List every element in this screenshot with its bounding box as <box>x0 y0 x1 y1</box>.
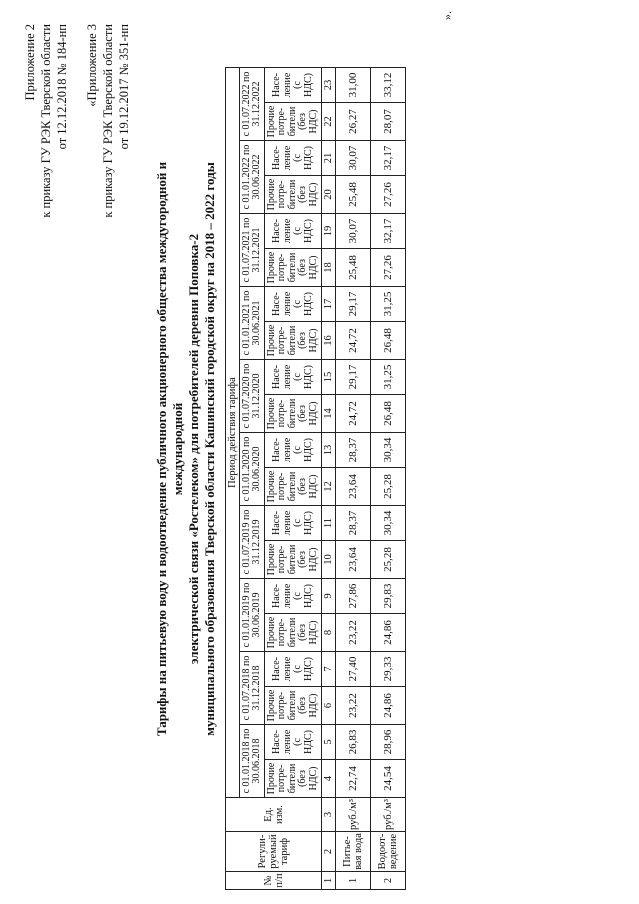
column-number: 2 <box>322 832 336 872</box>
tariff-value: 26,27 <box>336 103 371 141</box>
period-range: с 01.07.2020 по 31.12.2020 <box>240 360 265 433</box>
other-consumers-header: Прочие потре-бители (без НДС) <box>265 322 322 360</box>
tariff-value: 24,72 <box>336 322 371 360</box>
tariff-value: 28,07 <box>371 103 406 141</box>
tariff-value: 30,34 <box>371 506 406 541</box>
tariff-value: 33,12 <box>371 68 406 103</box>
population-header: Насе-ление (с НДС) <box>265 506 322 541</box>
column-number: 18 <box>322 249 336 287</box>
column-number: 21 <box>322 141 336 176</box>
population-header: Насе-ление (с НДС) <box>265 579 322 614</box>
other-consumers-header: Прочие потре-бители (без НДС) <box>265 760 322 798</box>
tariff-value: 29,17 <box>336 360 371 395</box>
tariff-value: 29,83 <box>371 579 406 614</box>
appendix-2-line: от 12.12.2018 № 184-нп <box>55 24 69 150</box>
population-header: Насе-ление (с НДС) <box>265 68 322 103</box>
column-number: 12 <box>322 468 336 506</box>
tariff-value: 28,37 <box>336 433 371 468</box>
other-consumers-header: Прочие потре-бители (без НДС) <box>265 103 322 141</box>
row-number: 2 <box>371 872 406 890</box>
population-header: Насе-ление (с НДС) <box>265 287 322 322</box>
table-row <box>371 68 406 890</box>
tariff-name: Питье-вая вода <box>336 832 371 872</box>
column-number: 17 <box>322 287 336 322</box>
title-line: Тарифы на питьевую воду и водоотведение публичного акционерного общества междугородной и международной <box>154 161 185 737</box>
other-consumers-header: Прочие потре-бители (без НДС) <box>265 541 322 579</box>
tariff-value: 23,22 <box>336 614 371 652</box>
tariff-value: 28,96 <box>371 725 406 760</box>
appendix-2-line: Приложение 2 <box>23 24 37 101</box>
tariff-value: 30,07 <box>336 141 371 176</box>
column-number: 22 <box>322 103 336 141</box>
appendix-3-line: «Приложение 3 <box>85 24 99 107</box>
title-line: электрической связи «Ростелеком» для потребителей деревни Поповка-2 <box>186 233 201 665</box>
period-range: с 01.01.2019 по 30.06.2019 <box>240 579 265 652</box>
header-row-periods <box>240 68 265 890</box>
period-range: с 01.01.2022 по 30.06.2022 <box>240 141 265 214</box>
tariff-value: 26,83 <box>336 725 371 760</box>
column-number: 1 <box>322 872 336 890</box>
other-consumers-header: Прочие потре-бители (без НДС) <box>265 468 322 506</box>
column-number: 14 <box>322 395 336 433</box>
column-unit-header: Ед. изм. <box>226 798 322 832</box>
period-range: с 01.07.2019 по 31.12.2019 <box>240 506 265 579</box>
tariff-value: 25,28 <box>371 468 406 506</box>
unit-cell: руб./м³ <box>336 798 371 832</box>
tariff-value: 23,64 <box>336 468 371 506</box>
column-number: 15 <box>322 360 336 395</box>
other-consumers-header: Прочие потре-бители (без НДС) <box>265 614 322 652</box>
tariff-value: 27,40 <box>336 652 371 687</box>
population-header: Насе-ление (с НДС) <box>265 725 322 760</box>
column-number: 16 <box>322 322 336 360</box>
table-row <box>336 68 371 890</box>
period-range: с 01.01.2020 по 30.06.2020 <box>240 433 265 506</box>
column-numbers-row <box>322 68 336 890</box>
population-header: Насе-ление (с НДС) <box>265 433 322 468</box>
column-number: 9 <box>322 579 336 614</box>
column-number: 19 <box>322 214 336 249</box>
tariff-value: 26,48 <box>371 322 406 360</box>
other-consumers-header: Прочие потре-бители (без НДС) <box>265 249 322 287</box>
tariff-value: 24,72 <box>336 395 371 433</box>
tariff-value: 26,48 <box>371 395 406 433</box>
tariff-value: 28,37 <box>336 506 371 541</box>
population-header: Насе-ление (с НДС) <box>265 214 322 249</box>
period-range: с 01.01.2018 по 30.06.2018 <box>240 725 265 798</box>
appendix-3-line: к приказу ГУ РЭК Тверской области <box>101 24 115 218</box>
tariff-value: 24,86 <box>371 687 406 725</box>
tariff-value: 27,26 <box>371 249 406 287</box>
tariff-value: 23,64 <box>336 541 371 579</box>
tariff-value: 25,28 <box>371 541 406 579</box>
column-number-header: № п/п <box>226 872 322 890</box>
tariff-value: 25,48 <box>336 249 371 287</box>
population-header: Насе-ление (с НДС) <box>265 141 322 176</box>
tariff-name: Водоот-ведение <box>371 832 406 872</box>
tariff-value: 29,33 <box>371 652 406 687</box>
tariff-value: 25,48 <box>336 176 371 214</box>
tariff-value: 29,17 <box>336 287 371 322</box>
closing-mark: ». <box>440 11 454 20</box>
tariff-value: 30,07 <box>336 214 371 249</box>
tariff-value: 31,25 <box>371 360 406 395</box>
header-row-consumers <box>265 68 322 890</box>
tariff-value: 31,25 <box>371 287 406 322</box>
tariff-value: 22,74 <box>336 760 371 798</box>
period-range: с 01.07.2022 по 31.12.2022 <box>240 68 265 141</box>
period-range: с 01.07.2021 по 31.12.2021 <box>240 214 265 287</box>
tariff-value: 31,00 <box>336 68 371 103</box>
population-header: Насе-ление (с НДС) <box>265 652 322 687</box>
column-number: 6 <box>322 687 336 725</box>
column-number: 5 <box>322 725 336 760</box>
column-number: 7 <box>322 652 336 687</box>
period-range: с 01.07.2018 по 31.12.2018 <box>240 652 265 725</box>
tariff-value: 30,34 <box>371 433 406 468</box>
unit-cell: руб./м³ <box>371 798 406 832</box>
other-consumers-header: Прочие потре-бители (без НДС) <box>265 176 322 214</box>
other-consumers-header: Прочие потре-бители (без НДС) <box>265 687 322 725</box>
appendix-3-header <box>84 24 132 264</box>
column-number: 10 <box>322 541 336 579</box>
column-number: 4 <box>322 760 336 798</box>
appendix-3-line: от 19.12.2017 № 351-нп <box>117 24 131 150</box>
other-consumers-header: Прочие потре-бители (без НДС) <box>265 395 322 433</box>
tariff-value: 24,86 <box>371 614 406 652</box>
tariff-table-wrapper <box>225 67 406 890</box>
tariff-value: 24,54 <box>371 760 406 798</box>
column-number: 13 <box>322 433 336 468</box>
column-number: 11 <box>322 506 336 541</box>
header-row-1 <box>226 68 240 890</box>
appendix-2-line: к приказу ГУ РЭК Тверской области <box>39 24 53 218</box>
title-line: муниципального образования Тверской области Кашинский городской округ на 2018 – 2022 годы <box>202 162 217 736</box>
document-title <box>154 124 218 774</box>
column-tariff-header: Регули-руемый тариф <box>226 832 322 872</box>
population-header: Насе-ление (с НДС) <box>265 360 322 395</box>
column-number: 3 <box>322 798 336 832</box>
appendix-2-header <box>22 24 70 264</box>
column-number: 23 <box>322 68 336 103</box>
tariff-value: 27,26 <box>371 176 406 214</box>
column-number: 8 <box>322 614 336 652</box>
period-header: Период действия тарифа <box>226 68 240 798</box>
tariff-value: 27,86 <box>336 579 371 614</box>
tariff-value: 32,17 <box>371 214 406 249</box>
tariff-value: 23,22 <box>336 687 371 725</box>
period-range: с 01.01.2021 по 30.06.2021 <box>240 287 265 360</box>
tariff-table <box>225 67 406 890</box>
row-number: 1 <box>336 872 371 890</box>
column-number: 20 <box>322 176 336 214</box>
tariff-value: 32,17 <box>371 141 406 176</box>
